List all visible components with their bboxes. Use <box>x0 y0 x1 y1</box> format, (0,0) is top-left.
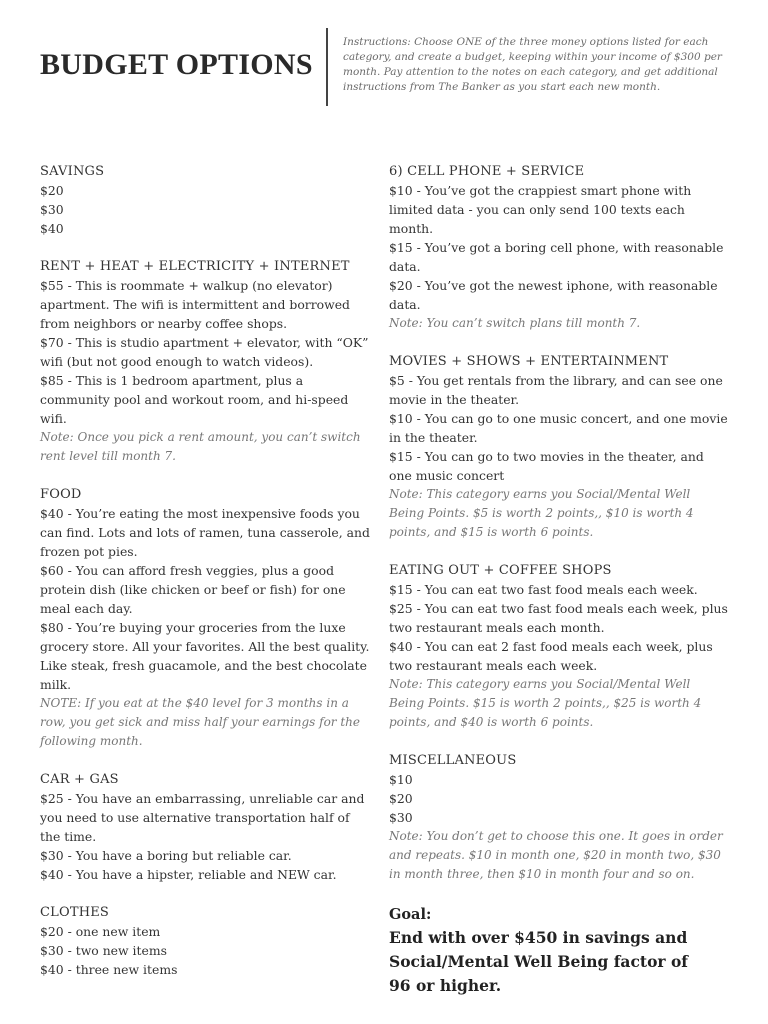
misc-title: MISCELLANEOUS <box>389 753 517 768</box>
clothes-option: $20 - one new item <box>40 924 161 939</box>
food-title: FOOD <box>40 487 82 502</box>
food-section <box>40 485 370 751</box>
clothes-option: $40 - three new items <box>40 962 178 977</box>
rent-title: RENT + HEAT + ELECTRICITY + INTERNET <box>40 259 350 274</box>
eating-title: EATING OUT + COFFEE SHOPS <box>389 563 612 578</box>
eating-option: $25 - You can eat two fast food meals each week, plus two restaurant meals each month. <box>389 601 728 635</box>
car-option: $25 - You have an embarrassing, unreliable car and you need to use alternative transportation half of the time. <box>40 791 365 844</box>
goal-block <box>389 904 729 998</box>
eating-section <box>389 561 729 732</box>
car-option: $30 - You have a boring but reliable car. <box>40 848 292 863</box>
misc-option: $10 <box>389 772 413 787</box>
rent-option: $70 - This is studio apartment + elevator, with “OK” wifi (but not good enough to watch videos). <box>40 335 369 369</box>
savings-option: $30 <box>40 202 64 217</box>
movies-option: $5 - You get rentals from the library, and can see one movie in the theater. <box>389 373 723 407</box>
savings-option: $40 <box>40 221 64 236</box>
rent-note: Note: Once you pick a rent amount, you can’t switch rent level till month 7. <box>40 430 361 463</box>
rent-section <box>40 257 370 466</box>
cell-option: $20 - You’ve got the newest iphone, with reasonable data. <box>389 278 718 312</box>
car-option: $40 - You have a hipster, reliable and NEW car. <box>40 867 337 882</box>
movies-option: $10 - You can go to one music concert, and one movie in the theater. <box>389 411 728 445</box>
misc-note: Note: You don’t get to choose this one. It goes in order and repeats. $10 in month one, $20 in month two, $30 in month three, then $10 in month four and so on. <box>389 829 723 881</box>
goal-text: End with over $450 in savings and Social/Mental Well Being factor of 96 or higher. <box>389 928 688 995</box>
food-option: $60 - You can afford fresh veggies, plus a good protein dish (like chicken or beef or fish) for one meal each day. <box>40 563 346 616</box>
header <box>0 0 768 140</box>
food-option: $40 - You’re eating the most inexpensive foods you can find. Lots and lots of ramen, tuna casserole, and frozen pot pies. <box>40 506 370 559</box>
cell-option: $15 - You’ve got a boring cell phone, with reasonable data. <box>389 240 724 274</box>
rent-option: $55 - This is roommate + walkup (no elevator) apartment. The wifi is intermittent and borrowed from neighbors or nearby coffee shops. <box>40 278 350 331</box>
eating-option: $15 - You can eat two fast food meals each week. <box>389 582 698 597</box>
savings-section <box>40 162 370 238</box>
movies-title: MOVIES + SHOWS + ENTERTAINMENT <box>389 354 669 369</box>
goal-label: Goal: <box>389 906 432 923</box>
car-title: CAR + GAS <box>40 772 119 787</box>
cell-option: $10 - You’ve got the crappiest smart phone with limited data - you can only send 100 texts each month. <box>389 183 692 236</box>
cell-section <box>389 162 729 333</box>
header-divider <box>326 28 328 106</box>
eating-note: Note: This category earns you Social/Mental Well Being Points. $15 is worth 2 points,, $25 is worth 4 points, and $40 is worth 6 points. <box>389 677 702 729</box>
car-section <box>40 770 370 884</box>
page-title: BUDGET OPTIONS <box>40 48 313 81</box>
right-column <box>389 162 729 998</box>
savings-option: $20 <box>40 183 64 198</box>
misc-option: $20 <box>389 791 413 806</box>
rent-option: $85 - This is 1 bedroom apartment, plus a community pool and workout room, and hi-speed wifi. <box>40 373 349 426</box>
misc-option: $30 <box>389 810 413 825</box>
movies-option: $15 - You can go to two movies in the theater, and one music concert <box>389 449 704 483</box>
left-column <box>40 162 370 998</box>
eating-option: $40 - You can eat 2 fast food meals each week, plus two restaurant meals each week. <box>389 639 713 673</box>
instructions-text: Instructions: Choose ONE of the three money options listed for each category, and create a budget, keeping within your income of $300 per month. Pay attention to the notes on each category, and get additional instructions from The Banker as you start each new month. <box>343 36 722 93</box>
food-note: NOTE: If you eat at the $40 level for 3 months in a row, you get sick and miss half your earnings for the following month. <box>40 696 361 748</box>
movies-section <box>389 352 729 542</box>
clothes-title: CLOTHES <box>40 905 110 920</box>
movies-note: Note: This category earns you Social/Mental Well Being Points. $5 is worth 2 points,, $10 is worth 4 points, and $15 is worth 6 points. <box>389 487 694 539</box>
clothes-section <box>40 903 370 979</box>
cell-note: Note: You can’t switch plans till month 7. <box>389 316 641 330</box>
clothes-option: $30 - two new items <box>40 943 167 958</box>
food-option: $80 - You’re buying your groceries from the luxe grocery store. All your favorites. All the best quality. Like steak, fresh guacamole, and the best chocolate milk. <box>40 620 370 692</box>
misc-section <box>389 751 729 884</box>
cell-title: 6) CELL PHONE + SERVICE <box>389 164 585 179</box>
savings-title: SAVINGS <box>40 164 105 179</box>
